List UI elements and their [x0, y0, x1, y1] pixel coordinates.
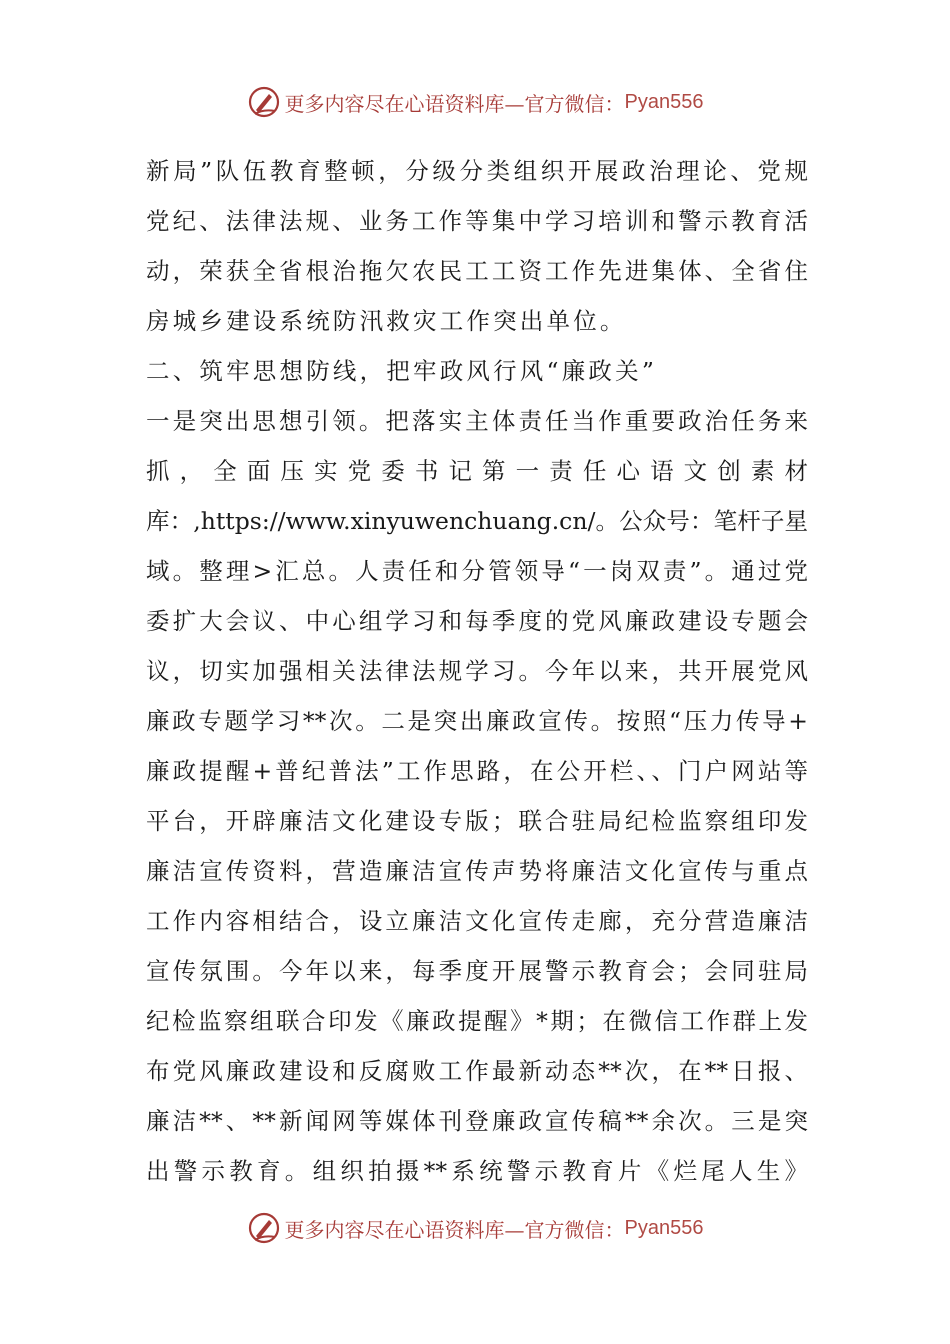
document-body — [146, 146, 808, 1196]
body-line: 廉洁**、**新闻网等媒体刊登廉政宣传稿**余次。三是突 — [146, 1107, 808, 1135]
body-line: 工作内容相结合，设立廉洁文化宣传走廊，充分营造廉洁 — [146, 907, 808, 935]
body-line: 抓，全面压实党委书记第一责任心语文创素材 — [146, 457, 808, 485]
body-line: 纪检监察组联合印发《廉政提醒》*期；在微信工作群上发 — [146, 1007, 808, 1035]
body-line: 一是突出思想引领。把落实主体责任当作重要政治任务来 — [146, 407, 808, 435]
body-line-text: 库：,https://www.xinyuwenchuang.cn/。公众号：笔杆子星 — [146, 507, 808, 535]
watermark-text: 更多内容尽在心语资料库—官方微信： — [284, 1217, 625, 1242]
watermark-handle: Pyan556 — [624, 1216, 704, 1239]
body-line: 廉洁宣传资料，营造廉洁宣传声势将廉洁文化宣传与重点 — [146, 857, 808, 885]
body-line: 宣传氛围。今年以来，每季度开展警示教育会；会同驻局 — [146, 957, 808, 985]
body-line: 动，荣获全省根治拖欠农民工工资工作先进集体、全省住 — [146, 257, 808, 285]
section-heading: 二、筑牢思想防线，把牢政风行风“廉政关” — [146, 357, 658, 385]
body-line: 党纪、法律法规、业务工作等集中学习培训和警示教育活 — [146, 207, 808, 235]
watermark-handle: Pyan556 — [624, 90, 704, 113]
body-line: 房城乡建设系统防汛救灾工作突出单位。 — [146, 307, 627, 335]
body-line: 廉政提醒+普纪普法”工作思路，在公开栏、、门户网站等 — [146, 757, 808, 785]
body-line: 新局”队伍教育整顿，分级分类组织开展政治理论、党规 — [146, 157, 808, 185]
body-line-with-url — [146, 496, 808, 546]
watermark-text: 更多内容尽在心语资料库—官方微信： — [284, 91, 625, 116]
body-line: 出警示教育。组织拍摄**系统警示教育片《烂尾人生》 — [146, 1157, 808, 1185]
body-line: 平台，开辟廉洁文化建设专版；联合驻局纪检监察组印发 — [146, 807, 808, 835]
body-line: 域。整理>汇总。人责任和分管领导“一岗双责”。通过党 — [146, 557, 808, 585]
body-line: 廉政专题学习**次。二是突出廉政宣传。按照“压力传导+ — [146, 707, 808, 735]
header-watermark — [0, 82, 950, 122]
body-line: 布党风廉政建设和反腐败工作最新动态**次，在**日报、 — [146, 1057, 808, 1085]
body-line: 议，切实加强相关法律法规学习。今年以来，共开展党风 — [146, 657, 808, 685]
body-line: 委扩大会议、中心组学习和每季度的党风廉政建设专题会 — [146, 607, 808, 635]
footer-watermark — [0, 1208, 950, 1248]
pen-logo-icon — [247, 1211, 281, 1245]
pen-logo-icon — [247, 85, 281, 119]
